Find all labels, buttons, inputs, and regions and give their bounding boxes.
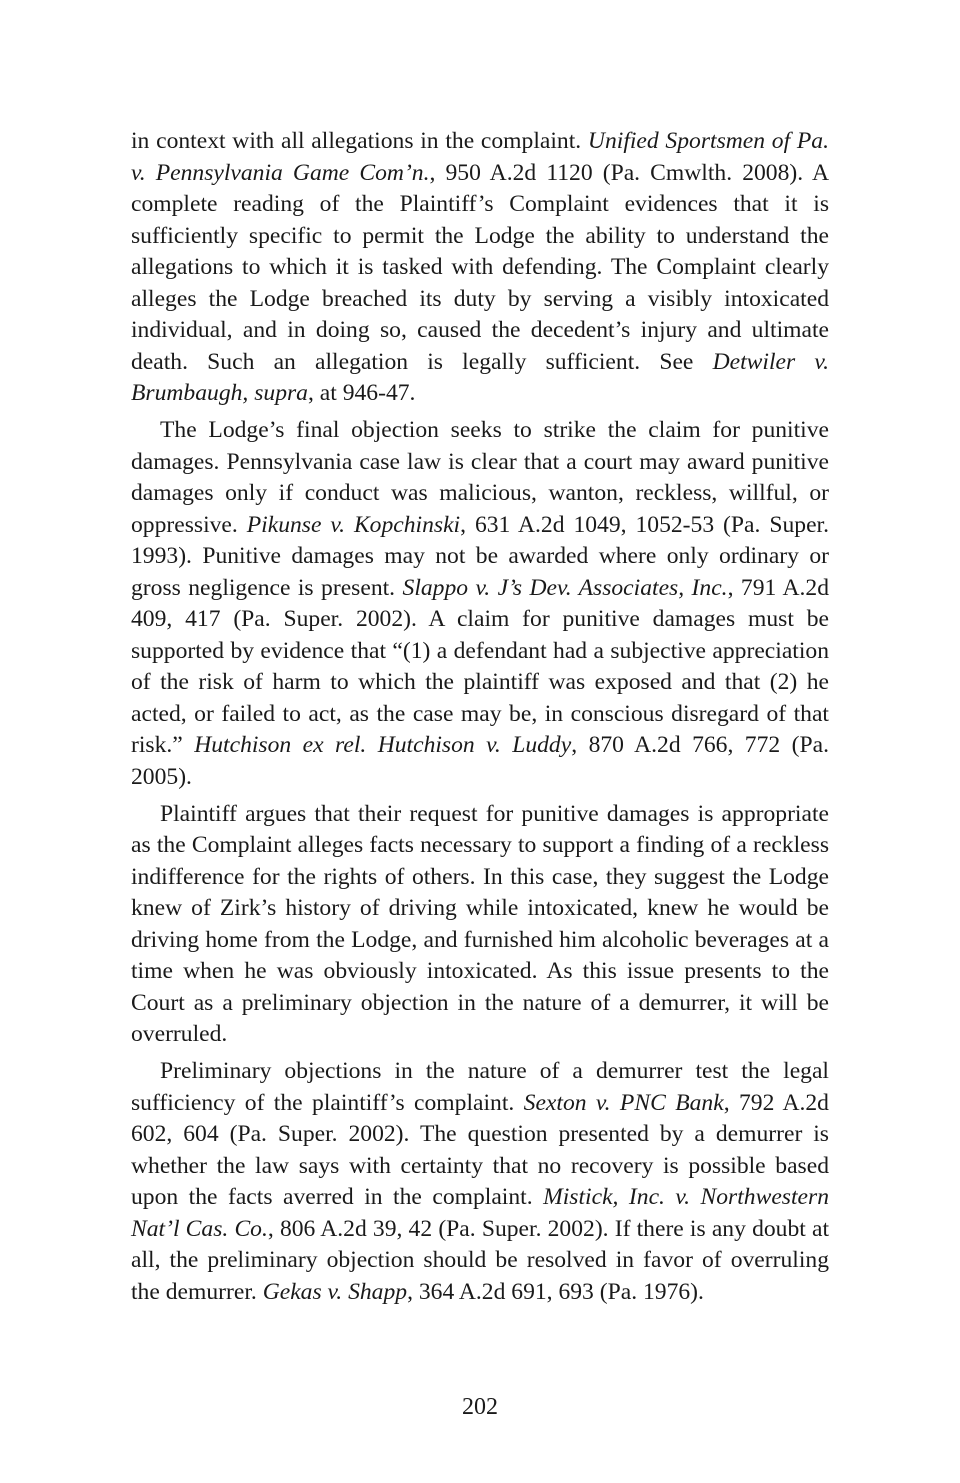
text-run: Preliminary objections in the nature of a demurrer test the legal sufficiency of the plaintiff’s complaint. — [131, 1058, 829, 1116]
text-run: , 950 A.2d 1120 (Pa. Cmwlth. 2008). A complete reading of the Plaintiff’s Complaint evidences that it is sufficiently specific to permit the Lodge the ability to understand the allegations to which it is tasked with defending. The Complaint clearly alleges the Lodge breached its duty by serving a visibly intoxicated individual, and in doing so, caused the decedent’s injury and ultimate death. Such an allegation is legally sufficient. See — [131, 159, 829, 375]
text-run: , 792 A.2d 602, 604 (Pa. Super. 2002). The question presented by a demurrer is whether the law says with certainty that no recovery is possible based upon the facts averred in the complaint. — [131, 1089, 829, 1210]
case-citation: Slappo v. J’s Dev. Associates, Inc. — [402, 574, 728, 601]
text-run: Plaintiff argues that their request for punitive damages is appropriate as the Complaint alleges facts necessary to support a finding of a reckless indifference for the rights of others. In this case, they suggest the Lodge knew of Zirk’s history of driving while intoxicated, knew he would be driving home from the Lodge, and furnished him alcoholic beverages at a time when he was obviously intoxicated. As this issue presents to the Court as a preliminary objection in the nature of a demurrer, it will be overruled. — [131, 800, 829, 1047]
case-citation: Hutchison ex rel. Hutchison v. Luddy — [194, 732, 572, 758]
paragraph — [131, 1056, 829, 1308]
text-run: The Lodge’s final objection seeks to strike the claim for punitive damages. Pennsylvania case law is clear that a court may award punitive damages only if conduct was malicious, wanton, reckless, willful, or oppressive. — [131, 417, 829, 538]
case-citation: Gekas v. Shapp — [262, 1278, 408, 1305]
text-run: , 364 A.2d 691, 693 (Pa. 1976). — [407, 1278, 704, 1305]
case-citation: Mistick, Inc. v. Northwestern Nat’l Cas. Co. — [131, 1184, 829, 1242]
case-citation: Unified Sportsmen of Pa. v. Pennsylvania Game Com’n. — [131, 128, 829, 186]
paragraph — [131, 799, 829, 1051]
text-run: in context with all allegations in the complaint. — [131, 128, 588, 154]
text-run: , 791 A.2d 409, 417 (Pa. Super. 2002). A claim for punitive damages must be supported by evidence that “(1) a defendant had a subjective appreciation of the risk of harm to which the plaintiff was exposed and that (2) he acted, or failed to act, as the case may be, in conscious disregard of that risk.” — [131, 574, 829, 758]
body-text — [131, 126, 829, 1314]
paragraph — [131, 126, 829, 410]
text-run: , at 946-47. — [307, 380, 416, 406]
case-citation: Sexton v. PNC Bank — [523, 1089, 724, 1116]
text-run: , 806 A.2d 39, 42 (Pa. Super. 2002). If there is any doubt at all, the preliminary objection should be resolved in favor of overruling the demurrer. — [131, 1215, 829, 1305]
case-citation: Detwiler v. Brumbaugh, supra — [131, 348, 829, 406]
case-citation: Pikunse v. Kopchinski — [246, 511, 461, 538]
page-number: 202 — [462, 1394, 498, 1420]
paragraph — [131, 415, 829, 793]
text-run: , 870 A.2d 766, 772 (Pa. 2005). — [131, 732, 829, 790]
text-run: , 631 A.2d 1049, 1052-53 (Pa. Super. 1993). Punitive damages may not be awarded where only ordinary or gross negligence is present. — [131, 511, 829, 601]
